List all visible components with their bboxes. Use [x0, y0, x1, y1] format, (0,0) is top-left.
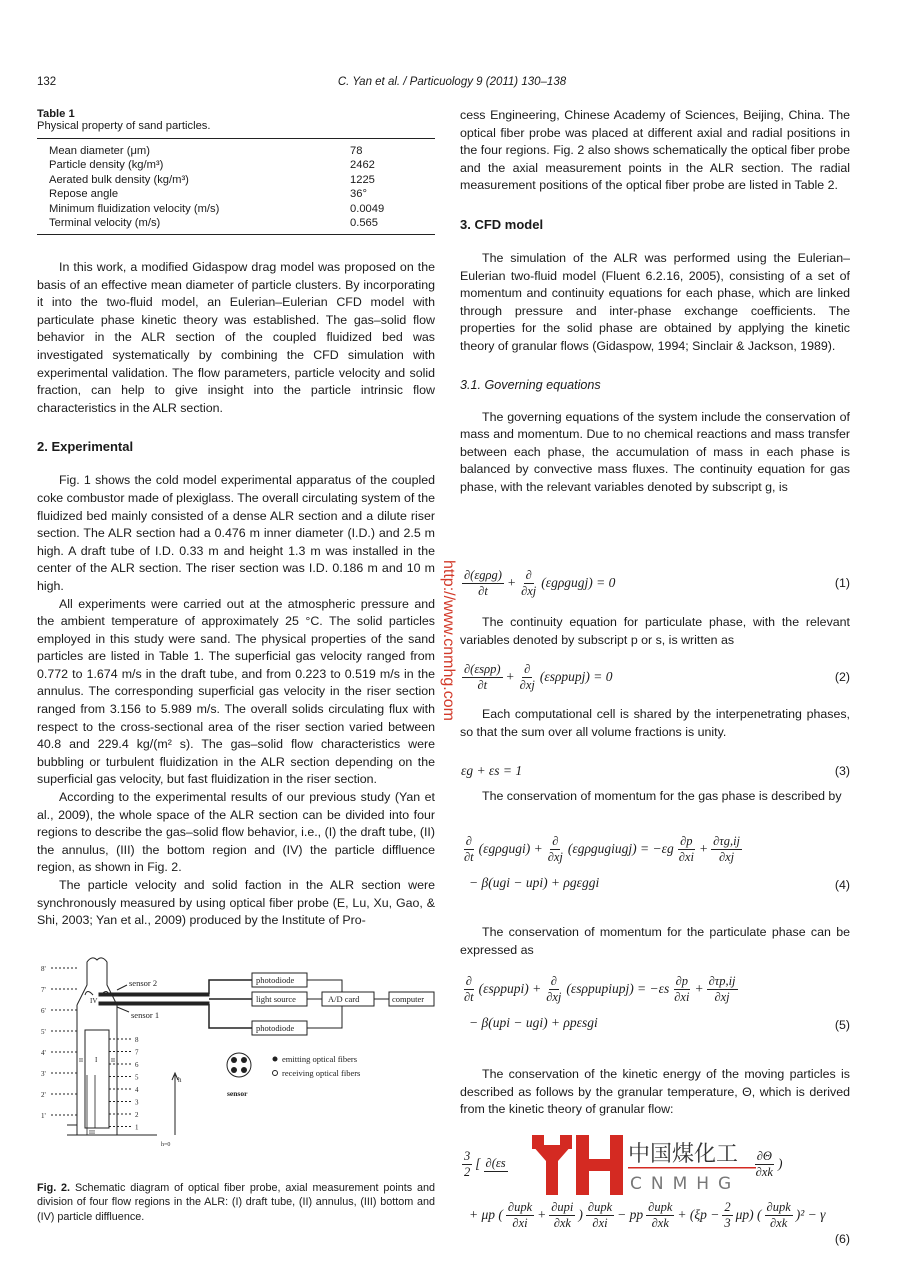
property-table — [37, 138, 435, 235]
equation-fraction: $\frac{\partial}{\partial xj}$ — [519, 661, 535, 692]
equation-term: − β(upi − ugi) + ρpεsgi — [469, 1015, 598, 1030]
label-h0: h=0 — [161, 1141, 171, 1148]
paragraph: The conservation of the kinetic energy of the moving particles is described as follows by the granular temperature, Θ, which is derived from the kinetic theory of granular flow: — [460, 1067, 850, 1117]
equation-number: (5) — [834, 1018, 850, 1032]
equation-fraction: $\frac{\partial p}{\partial xi}$ — [678, 833, 694, 864]
label-region-ii: II — [111, 1057, 115, 1064]
equation-term: εg + εs = 1 — [461, 763, 523, 778]
point-label: 1' — [41, 1111, 46, 1120]
svg-text:中国煤化工: 中国煤化工 — [628, 1142, 739, 1167]
right-column-top — [460, 107, 850, 497]
running-header: C. Yan et al. / Particuology 9 (2011) 130–138 — [337, 76, 567, 88]
property-value: 78 — [350, 145, 363, 157]
paragraph: The conservation of momentum for the gas phase is described by — [482, 789, 842, 803]
watermark-url: http://www.cnmhg.com — [440, 560, 457, 721]
label-sensor2: sensor 2 — [129, 977, 158, 988]
equation-fraction: $\frac{\partial}{\partial xj}$ — [546, 973, 562, 1004]
equation-term: + — [698, 841, 709, 856]
equation-term: + μp ( — [469, 1207, 503, 1222]
table-row — [37, 216, 435, 235]
equation-term: (εgρgugj) = 0 — [541, 575, 616, 590]
equation-fraction: $\frac{\text{∂upk}}{\partial xk}$ — [766, 1199, 791, 1230]
equation-term: − pp — [617, 1207, 644, 1222]
paragraph: The simulation of the ALR was performed using the Eulerian–Eulerian two-fluid model (Fluent 6.2.16, 2005), consisting of a set of momentum and continuity equations for each phase, which are linked through pressure and inter-phase exchange coefficients. The properties for the solid phase are obtained by applying the kinetic theory of granular flows (Gidaspow, 1994; Sinclair & Jackson, 1989). — [460, 250, 850, 353]
point-label: 3 — [135, 1098, 139, 1107]
equation-5 — [460, 972, 850, 1040]
equation-number: (4) — [834, 878, 850, 892]
paragraph: The particle velocity and solid faction in the ALR section were synchronously measured by using optical fiber probe (E, Lu, Xu, Gao, & Shi, 2003; Yan et al., 2009) produced by the Institute of Pro- — [37, 878, 435, 928]
point-label: 8 — [135, 1035, 139, 1044]
equation-fraction: $\frac{\partial p}{\partial xi}$ — [674, 973, 690, 1004]
equation-fraction: $\frac{\partial}{\partial xj}$ — [521, 567, 537, 598]
paragraph: cess Engineering, Chinese Academy of Sciences, Beijing, China. The optical fiber probe was placed at different axial and radial positions in the four regions. Fig. 2 also shows schematically the optical fiber probe and the axial measurement points in the ALR section. The radial measurement positions of the optical fiber probe are listed in Table 2. — [460, 108, 850, 193]
label-region-iv: IV — [90, 996, 98, 1005]
property-name: Particle density (kg/m³) — [49, 159, 164, 172]
table-row — [37, 187, 435, 201]
equation-term: (εsρpupiupj) = −εs — [566, 981, 670, 996]
point-label: 3' — [41, 1069, 46, 1078]
equation-fraction: $\frac{\partial\tau p,ij}{\partial xj}$ — [708, 973, 736, 1004]
property-value: 1225 — [350, 173, 375, 186]
paragraph: The conservation of momentum for the particulate phase can be expressed as — [460, 925, 850, 957]
equation-line — [460, 660, 614, 694]
equation-line — [460, 972, 740, 1006]
equation-1 — [460, 566, 850, 600]
equation-line — [460, 566, 616, 600]
equation-4 — [460, 832, 850, 900]
property-value: 2462 — [350, 159, 375, 172]
equation-term: + — [505, 669, 515, 684]
property-name: Terminal velocity (m/s) — [49, 217, 161, 230]
equation-3 — [460, 754, 850, 788]
equation-number: (1) — [834, 576, 850, 590]
equation-line — [468, 1006, 599, 1040]
label-light-source: light source — [256, 993, 296, 1004]
equation-term: μp) ( — [735, 1207, 762, 1222]
paragraph: The governing equations of the system include the conservation of mass and momentum. Due to no chemical reactions and mass transfer between each phase, the accumulation of mass in each phase is balanced by convective mass fluxes. The continuity equation for gas phase, with the relevant variables denoted by subscript g, is — [460, 409, 850, 494]
point-label: 6' — [41, 1006, 46, 1015]
point-label: 7 — [135, 1048, 139, 1057]
equation-fraction: $\frac{\partial}{\partial xj}$ — [547, 833, 563, 864]
intro-paragraph: In this work, a modified Gidaspow drag model was proposed on the basis of an effective mean diameter of particle clusters. By incorporating it into the two-fluid model, an Eulerian–Eulerian CFD model with particulate phase kinetic theory was established. The gas–solid flow behavior in the ALR section of the coupled fluidized bed was investigated systematically by combining the CFD simulation with experimental validation. The flow parameters, particle velocity and solid fraction, can help to give insight into the particle intrinsic flow characteristics in the ALR section. — [37, 260, 435, 415]
point-label: 2 — [135, 1110, 139, 1119]
cnmhg-logo — [532, 1131, 762, 1197]
equation-fraction: $\frac{\partial\Theta}{\partial xk}$ — [755, 1148, 773, 1179]
point-label: 6 — [135, 1060, 139, 1069]
label-computer: computer — [392, 993, 425, 1004]
subsection-heading: 3.1. Governing equations — [460, 377, 601, 392]
point-label: 7' — [41, 985, 46, 994]
equation-line — [468, 1198, 827, 1232]
label-region-i: I — [95, 1055, 98, 1064]
equation-term: (εsρpupj) = 0 — [539, 669, 613, 684]
legend-emitting: emitting optical fibers — [282, 1053, 358, 1064]
paragraph: The continuity equation for particulate phase, with the relevant variables denoted by subscript p or s, is written as — [460, 615, 850, 647]
equation-term: + — [506, 575, 517, 590]
property-name: Minimum fluidization velocity (m/s) — [49, 202, 220, 215]
point-label: 8' — [41, 964, 46, 973]
label-region-iii: III — [89, 1129, 95, 1136]
point-label: 5 — [135, 1073, 139, 1082]
section-heading: 3. CFD model — [460, 216, 544, 232]
section-heading: 2. Experimental — [37, 439, 134, 455]
equation-number: (2) — [834, 670, 850, 684]
property-value: 0.0049 — [350, 202, 385, 215]
property-name: Mean diameter (μm) — [49, 145, 150, 157]
equation-2 — [460, 660, 850, 694]
equation-term: ) — [777, 1156, 783, 1171]
equation-term: )² − γ — [795, 1207, 826, 1222]
label-ad-card: A/D card — [328, 993, 360, 1004]
label-region-ii: II — [79, 1057, 83, 1064]
figure-caption — [37, 1181, 435, 1225]
equation-fraction: $\frac{\partial\tau g,ij}{\partial xj}$ — [713, 833, 741, 864]
table-row — [37, 158, 435, 172]
logo-mark-icon — [532, 1131, 762, 1197]
equation-fraction: $\frac{\text{∂upk}}{\partial xi}$ — [587, 1199, 613, 1230]
equation-term: [ — [475, 1156, 481, 1171]
equation-term: + — [694, 981, 704, 996]
equation-line — [460, 754, 523, 788]
equation-fraction: $\frac{\text{∂(εgρg)}}{\partial t}$ — [464, 567, 502, 598]
point-label: 1 — [135, 1123, 139, 1132]
caption-text: Schematic diagram of optical fiber probe, axial measurement points and division of four flow regions in the ALR: (I) draft tube, (II) annulus, (III) bottom and (IV) particle diffluence. — [37, 1181, 436, 1223]
table-1 — [37, 108, 435, 235]
equation-fraction: $\frac{\text{∂upk}}{\partial xi}$ — [507, 1199, 533, 1230]
equation-term: + — [537, 1207, 547, 1222]
label-photodiode: photodiode — [256, 1022, 295, 1033]
table-row — [37, 139, 435, 159]
label-sensor: sensor — [227, 1088, 248, 1098]
table-caption: Physical property of sand particles. — [37, 120, 211, 132]
equation-number: (3) — [834, 764, 850, 778]
equation-fraction: $\frac{\text{∂upk}}{\partial xk}$ — [648, 1199, 673, 1230]
equation-fraction: $\frac{3}{2}$ — [464, 1148, 471, 1179]
svg-text:CNMHG: CNMHG — [630, 1174, 741, 1194]
equation-fraction: $\frac{\partial}{\partial t}$ — [464, 973, 474, 1004]
equation-term: (εgρgugiugj) = −εg — [567, 841, 674, 856]
property-value: 36° — [350, 188, 367, 201]
point-label: 4 — [135, 1085, 139, 1094]
equation-term: (εsρpupi) + — [478, 981, 542, 996]
equation-line — [468, 866, 600, 900]
measurement-points — [41, 965, 139, 1132]
equation-fraction: $\frac{\text{∂(εsρp)}}{\partial t}$ — [464, 661, 501, 692]
legend-receiving: receiving optical fibers — [282, 1067, 361, 1078]
equation-fraction: $\frac{\text{∂upi}}{\partial xk}$ — [551, 1199, 574, 1230]
point-label: 4' — [41, 1048, 46, 1057]
equation-number: (6) — [834, 1232, 850, 1246]
label-h: h — [178, 1075, 182, 1084]
equation-term: (εgρgugi) + — [478, 841, 543, 856]
figure-label: Fig. 2. — [37, 1181, 71, 1194]
property-name: Repose angle — [49, 188, 119, 201]
paragraph: According to the experimental results of our previous study (Yan et al., 2009), the whole space of the ALR section can be divided into four regions to describe the gas–solid flow behavior, i.e., (I) the draft tube, (II) the annulus, (III) the bottom region and (IV) the particle diffluence region, as shown in Fig. 2. — [37, 790, 435, 875]
left-column — [37, 259, 435, 1225]
equation-term: + (ξp − — [677, 1207, 720, 1222]
equation-fraction: $\frac{\partial}{\partial t}$ — [464, 833, 474, 864]
table-row — [37, 173, 435, 187]
label-photodiode: photodiode — [256, 974, 295, 985]
paragraph: Each computational cell is shared by the interpenetrating phases, so that the sum over all volume fractions is unity. — [460, 707, 850, 739]
equation-line — [460, 832, 744, 866]
property-value: 0.565 — [350, 217, 378, 230]
property-name: Aerated bulk density (kg/m³) — [49, 173, 189, 186]
label-sensor1: sensor 1 — [131, 1009, 160, 1020]
table-label: Table 1 — [37, 108, 75, 120]
table-row — [37, 202, 435, 216]
paragraph: Fig. 1 shows the cold model experimental apparatus of the coupled coke combustor made of plexiglass. The overall circulating system of the fluidized bed mainly consisted of a dense ALR section and a dilute riser section. The ALR section had a 0.476 m inner diameter (I.D.) and 2.5 m high. A draft tube of I.D. 0.33 m and height 1.3 m was installed in the center of the ALR section. The riser section was I.D. 0.186 m and 10 m high. — [37, 473, 435, 593]
figure-2-diagram — [37, 950, 435, 1175]
equation-fraction: $\frac{2}{3}$ — [724, 1199, 731, 1230]
equation-term: − β(ugi − upi) + ρgεggi — [469, 875, 600, 890]
equation-fraction: ∂(εs — [485, 1156, 506, 1170]
point-label: 2' — [41, 1090, 46, 1099]
equation-term: ) — [578, 1207, 583, 1222]
page-number: 132 — [37, 76, 57, 88]
point-label: 5' — [41, 1027, 46, 1036]
paragraph: All experiments were carried out at the atmospheric pressure and the ambient temperature of approximately 25 °C. The solid particles employed in this study were sand. The physical properties of the sand particles are listed in Table 1. The superficial gas velocity ranged from 0.772 to 1.674 m/s in the draft tube, and from 0.223 to 0.519 m/s in the annulus. The corresponding superficial gas velocity in the riser section ranged from 3.156 to 5.989 m/s. The overall solids circulating flux with respect to the cross-sectional area of the riser section varied between 40.8 and 229.4 kg/(m² s). The gas–solid flow characteristics were bubbling or turbulent fluidization in the ALR section depending on the superficial gas velocity, but fast fluidization in the riser section. — [37, 596, 435, 787]
